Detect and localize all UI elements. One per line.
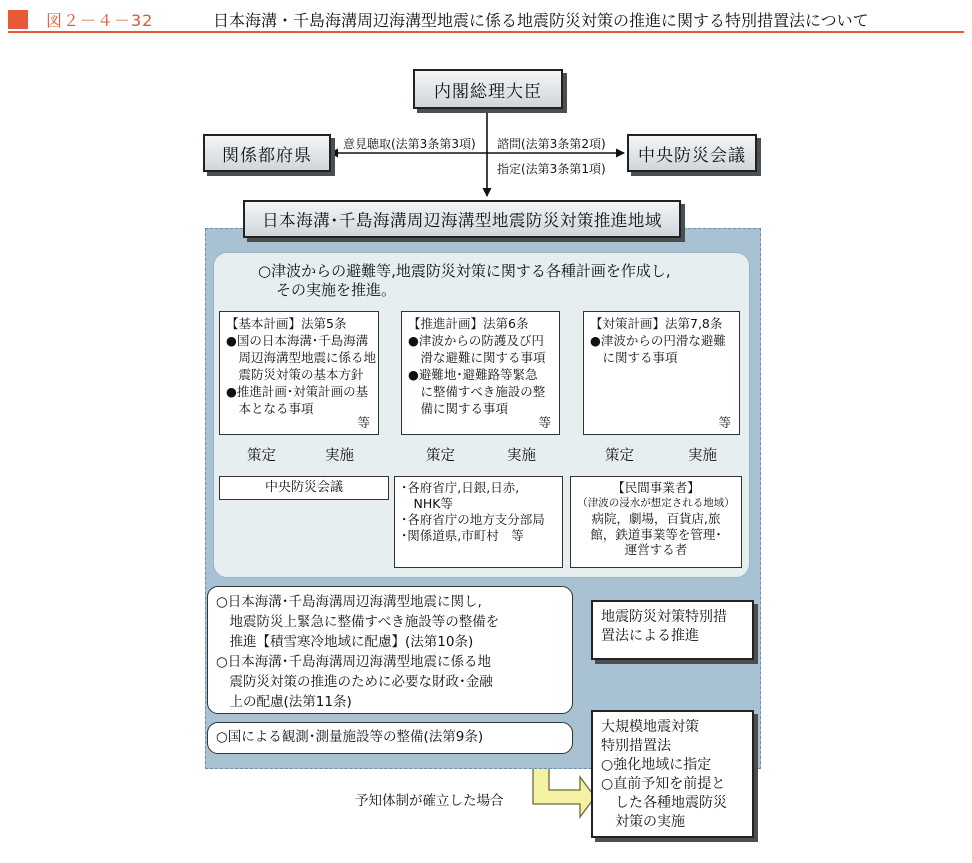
- plan-line: ●国の日本海溝･千島海溝: [226, 333, 369, 348]
- label-formulate: 策定: [605, 448, 634, 464]
- plan-line: 震防災対策の基本方針: [226, 367, 364, 382]
- plan-etc: 等: [357, 415, 370, 430]
- large-scale-line: 大規模地震対策: [601, 719, 699, 735]
- label-formulate: 策定: [426, 448, 455, 464]
- large-scale-line: 対策の実施: [601, 814, 685, 830]
- plan-line: 【対策計画】法第7,8条: [590, 316, 723, 331]
- intro-line: その実施を推進。: [276, 281, 397, 299]
- special-act-line: 地震防災対策特別措: [601, 609, 727, 625]
- large-scale-line: ○強化地域に指定: [601, 757, 712, 773]
- org-central-council: 中央防災会議: [219, 476, 389, 500]
- prefectures-box: 関係都府県: [203, 134, 331, 172]
- org-line: （津波の浸水が想定される地域）: [577, 496, 735, 509]
- large-scale-line: ○直前予知を前提と: [601, 776, 726, 792]
- plan-etc: 等: [718, 415, 731, 430]
- plan-line: 周辺海溝型地震に係る地: [226, 350, 377, 365]
- org-government-bodies: [394, 476, 563, 568]
- org-line: ･各府省庁,日銀,日赤,: [401, 480, 520, 495]
- intro-text: [258, 262, 671, 300]
- plan-line: 本となる事項: [226, 401, 314, 416]
- measures-box: [207, 586, 573, 714]
- central-council-box: 中央防災会議: [627, 134, 757, 172]
- org-line: 運営する者: [624, 542, 688, 557]
- measure-line: ○日本海溝･千島海溝周辺海溝型地震に係る地: [216, 654, 492, 670]
- figure-number: 図２－４－32: [46, 11, 154, 30]
- org-private-operators: [570, 476, 742, 568]
- countermeasure-plan-box: [583, 311, 740, 435]
- org-line: NHK等: [401, 496, 453, 511]
- label-consultation: 諮問(法第3条第2項): [497, 137, 606, 151]
- plan-line: 滑な避難に関する事項: [408, 350, 546, 365]
- basic-plan-box: [219, 311, 379, 435]
- observation-text: ○国による観測･測量施設等の整備(法第9条): [216, 729, 484, 745]
- plan-line: に関する事項: [590, 350, 678, 365]
- measure-line: ○日本海溝･千島海溝周辺海溝型地震に関し,: [216, 594, 482, 610]
- plan-line: 備に関する事項: [408, 401, 509, 416]
- org-line: ･各府省庁の地方支分部局: [401, 512, 545, 527]
- measure-line: 推進【積雪寒冷地域に配慮】(法第10条): [216, 634, 474, 650]
- forecast-label: 予知体制が確立した場合: [355, 793, 504, 809]
- prime-minister-box: 内閣総理大臣: [413, 69, 563, 109]
- measure-line: 上の配慮(法第11条): [216, 694, 352, 710]
- plan-line: ●津波からの円滑な避難: [590, 333, 726, 348]
- plan-line: ●避難地･避難路等緊急: [408, 367, 538, 382]
- label-implement: 実施: [325, 448, 354, 464]
- promotion-area-title: 日本海溝･千島海溝周辺海溝型地震防災対策推進地域: [243, 200, 681, 238]
- org-line: ･関係道県,市町村 等: [401, 528, 524, 543]
- large-scale-line: した各種地震防災: [601, 795, 727, 811]
- plan-line: 【基本計画】法第5条: [226, 316, 347, 331]
- large-scale-act-box: [591, 710, 754, 838]
- plan-line: ●推進計画･対策計画の基: [226, 384, 369, 399]
- plan-line: 【推進計画】法第6条: [408, 316, 529, 331]
- label-formulate: 策定: [247, 448, 276, 464]
- plan-line: ●津波からの防護及び円: [408, 333, 544, 348]
- org-line: 病院，劇場，百貨店,旅: [591, 511, 721, 526]
- measure-line: 震防災対策の推進のために必要な財政･金融: [216, 674, 493, 690]
- plan-etc: 等: [538, 415, 551, 430]
- label-designation: 指定(法第3条第1項): [497, 162, 606, 176]
- org-line: 館，鉄道事業等を管理･: [590, 526, 722, 542]
- special-act-box: [591, 600, 754, 660]
- observation-box: [207, 722, 573, 754]
- large-scale-line: 特別措置法: [601, 738, 671, 754]
- label-implement: 実施: [507, 448, 536, 464]
- org-line: 【民間事業者】: [612, 480, 700, 495]
- special-act-line: 置法による推進: [601, 628, 699, 644]
- intro-line: ○津波からの避難等,地震防災対策に関する各種計画を作成し,: [258, 262, 671, 280]
- measure-line: 地震防災上緊急に整備すべき施設等の整備を: [216, 614, 500, 630]
- promotion-plan-box: [401, 311, 560, 435]
- plan-line: に整備すべき施設の整: [408, 384, 546, 399]
- label-hearing: 意見聴取(法第3条第3項): [343, 137, 476, 151]
- figure-title: 日本海溝・千島海溝周辺海溝型地震に係る地震防災対策の推進に関する特別措置法について: [213, 11, 869, 30]
- label-implement: 実施: [688, 448, 717, 464]
